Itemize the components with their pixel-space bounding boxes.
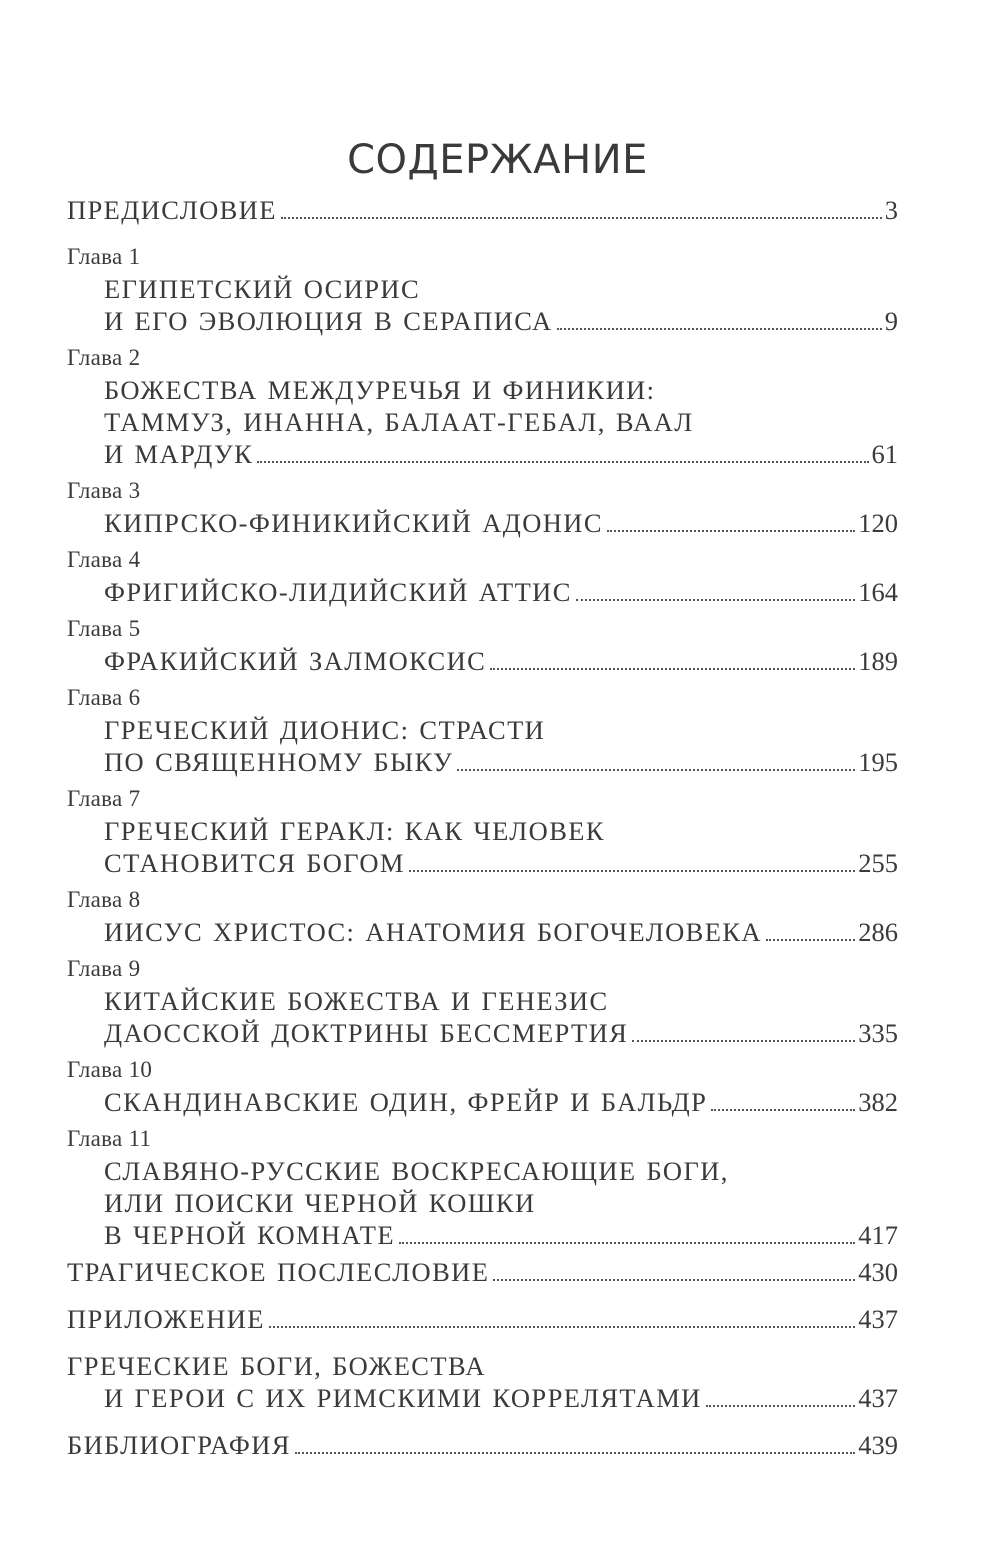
toc-entry: [67, 1256, 898, 1288]
chapter-label: Глава 7: [67, 786, 141, 811]
toc-entry-title: ИЛИ ПОИСКИ ЧЕРНОЙ КОШКИ: [104, 1188, 536, 1218]
toc-entry-title-line: [67, 645, 898, 677]
toc-entry-title: БИБЛИОГРАФИЯ: [67, 1430, 291, 1460]
chapter-label: Глава 5: [67, 616, 141, 641]
toc-entry-title: КИПРСКО-ФИНИКИЙСКИЙ АДОНИС: [104, 508, 603, 538]
page-number: 382: [858, 1087, 898, 1117]
toc-entry-title-line: [67, 1219, 898, 1251]
toc-entry-title-line: [67, 1187, 898, 1219]
dot-leader: [493, 1279, 855, 1281]
toc-entry-title: ПО СВЯЩЕННОМУ БЫКУ: [104, 747, 454, 777]
toc-entry-title: СКАНДИНАВСКИЕ ОДИН, ФРЕЙР И БАЛЬДР: [104, 1087, 708, 1117]
chapter-label: Глава 11: [67, 1126, 152, 1151]
chapter-label: Глава 9: [67, 956, 141, 981]
toc-entry-title: ФРИГИЙСКО-ЛИДИЙСКИЙ АТТИС: [104, 577, 572, 607]
dot-leader: [576, 599, 855, 601]
toc-entry-title: СЛАВЯНО-РУССКИЕ ВОСКРЕСАЮЩИЕ БОГИ,: [104, 1156, 729, 1186]
dot-leader: [399, 1242, 855, 1244]
toc-entry: [67, 613, 898, 677]
page-title: СОДЕРЖАНИЕ: [347, 137, 648, 183]
dot-leader: [607, 530, 855, 532]
dot-leader: [257, 461, 868, 463]
toc-entry-title: БОЖЕСТВА МЕЖДУРЕЧЬЯ И ФИНИКИИ:: [104, 375, 656, 405]
dot-leader: [706, 1405, 856, 1407]
dot-leader: [281, 217, 882, 219]
page-number: 164: [858, 577, 898, 607]
toc-entry: [67, 682, 898, 778]
toc-entry-title-line: [67, 1256, 898, 1288]
chapter-label: Глава 2: [67, 345, 141, 370]
toc-entry: [67, 342, 898, 470]
page-number: 195: [858, 747, 898, 777]
page-number: 417: [858, 1220, 898, 1250]
page-number: 437: [858, 1383, 898, 1413]
toc-entry: [67, 884, 898, 948]
toc-entry-title: ТРАГИЧЕСКОЕ ПОСЛЕСЛОВИЕ: [67, 1257, 490, 1287]
toc-entry-title-line: [67, 1382, 898, 1414]
toc-entry: [67, 241, 898, 337]
page-number: 120: [858, 508, 898, 538]
chapter-label: Глава 1: [67, 244, 141, 269]
toc-entry-title: И ГЕРОИ С ИХ РИМСКИМИ КОРРЕЛЯТАМИ: [104, 1383, 702, 1413]
toc-entry-title-line: [67, 1429, 898, 1461]
toc-entry-title: ПРЕДИСЛОВИЕ: [67, 195, 277, 225]
toc-entry: [67, 953, 898, 1049]
toc-entry-title-line: [67, 438, 898, 470]
page-number: 335: [858, 1018, 898, 1048]
chapter-label: Глава 3: [67, 478, 141, 503]
page-number: 9: [884, 306, 898, 336]
toc-entry-title: СТАНОВИТСЯ БОГОМ: [104, 848, 405, 878]
chapter-label: Глава 4: [67, 547, 141, 572]
page-number: 189: [858, 646, 898, 676]
dot-leader: [409, 870, 855, 872]
page-number: 437: [858, 1304, 898, 1334]
page-number: 3: [884, 195, 898, 225]
toc-entry: [67, 1429, 898, 1461]
toc-entry-title: ФРАКИЙСКИЙ ЗАЛМОКСИС: [104, 646, 487, 676]
toc-entry-title-line: [67, 746, 898, 778]
dot-leader: [711, 1109, 855, 1111]
toc-entry-title-line: [67, 985, 898, 1017]
toc-entry-title-line: [67, 374, 898, 406]
dot-leader: [295, 1452, 855, 1454]
chapter-label: Глава 8: [67, 887, 141, 912]
toc-entry-title-line: [67, 507, 898, 539]
toc-entry-title-line: [67, 1017, 898, 1049]
toc-entry-title: И МАРДУК: [104, 439, 254, 469]
toc-entry-title-line: [67, 815, 898, 847]
toc-entry-title-line: [67, 714, 898, 746]
toc-entry-title: КИТАЙСКИЕ БОЖЕСТВА И ГЕНЕЗИС: [104, 986, 609, 1016]
dot-leader: [457, 769, 855, 771]
chapter-label: Глава 6: [67, 685, 141, 710]
page-number: 61: [871, 439, 898, 469]
chapter-label: Глава 10: [67, 1057, 153, 1082]
toc-entry-title: И ЕГО ЭВОЛЮЦИЯ В СЕРАПИСА: [104, 306, 553, 336]
toc-entry-title: ИИСУС ХРИСТОС: АНАТОМИЯ БОГОЧЕЛОВЕКА: [104, 917, 762, 947]
toc-entry-title-line: [67, 1303, 898, 1335]
toc-entry: [67, 194, 898, 226]
toc-entry: [67, 475, 898, 539]
dot-leader: [557, 328, 882, 330]
toc-entry-title: В ЧЕРНОЙ КОМНАТЕ: [104, 1220, 395, 1250]
dot-leader: [490, 668, 855, 670]
toc-entry-title-line: [67, 273, 898, 305]
toc-entry-title: ТАММУЗ, ИНАННА, БАЛААТ-ГЕБАЛ, ВААЛ: [104, 407, 694, 437]
table-of-contents: [67, 194, 898, 1461]
dot-leader: [766, 939, 855, 941]
dot-leader: [269, 1326, 855, 1328]
dot-leader: [632, 1040, 855, 1042]
toc-entry: [67, 1054, 898, 1118]
toc-entry: [67, 783, 898, 879]
toc-entry: [67, 1123, 898, 1251]
toc-entry-title: ГРЕЧЕСКИЙ ДИОНИС: СТРАСТИ: [104, 715, 546, 745]
toc-entry-title-line: [67, 1086, 898, 1118]
toc-entry-title-line: [67, 576, 898, 608]
page-number: 430: [858, 1257, 898, 1287]
toc-entry-title-line: [67, 916, 898, 948]
page-number: 286: [858, 917, 898, 947]
toc-entry-title: ДАОССКОЙ ДОКТРИНЫ БЕССМЕРТИЯ: [104, 1018, 629, 1048]
toc-entry-title: ЕГИПЕТСКИЙ ОСИРИС: [104, 274, 421, 304]
toc-entry: [67, 1303, 898, 1335]
toc-entry-title-line: [67, 1155, 898, 1187]
toc-entry-title-line: [67, 305, 898, 337]
toc-entry-title: ГРЕЧЕСКИЕ БОГИ, БОЖЕСТВА: [67, 1351, 486, 1381]
toc-entry-title-line: [67, 406, 898, 438]
toc-entry: [67, 1350, 898, 1414]
page-number: 439: [858, 1430, 898, 1460]
toc-entry: [67, 544, 898, 608]
toc-entry-title-line: [67, 1350, 898, 1382]
page-number: 255: [858, 848, 898, 878]
toc-entry-title: ГРЕЧЕСКИЙ ГЕРАКЛ: КАК ЧЕЛОВЕК: [104, 816, 605, 846]
toc-entry-title-line: [67, 194, 898, 226]
toc-entry-title-line: [67, 847, 898, 879]
toc-entry-title: ПРИЛОЖЕНИЕ: [67, 1304, 265, 1334]
